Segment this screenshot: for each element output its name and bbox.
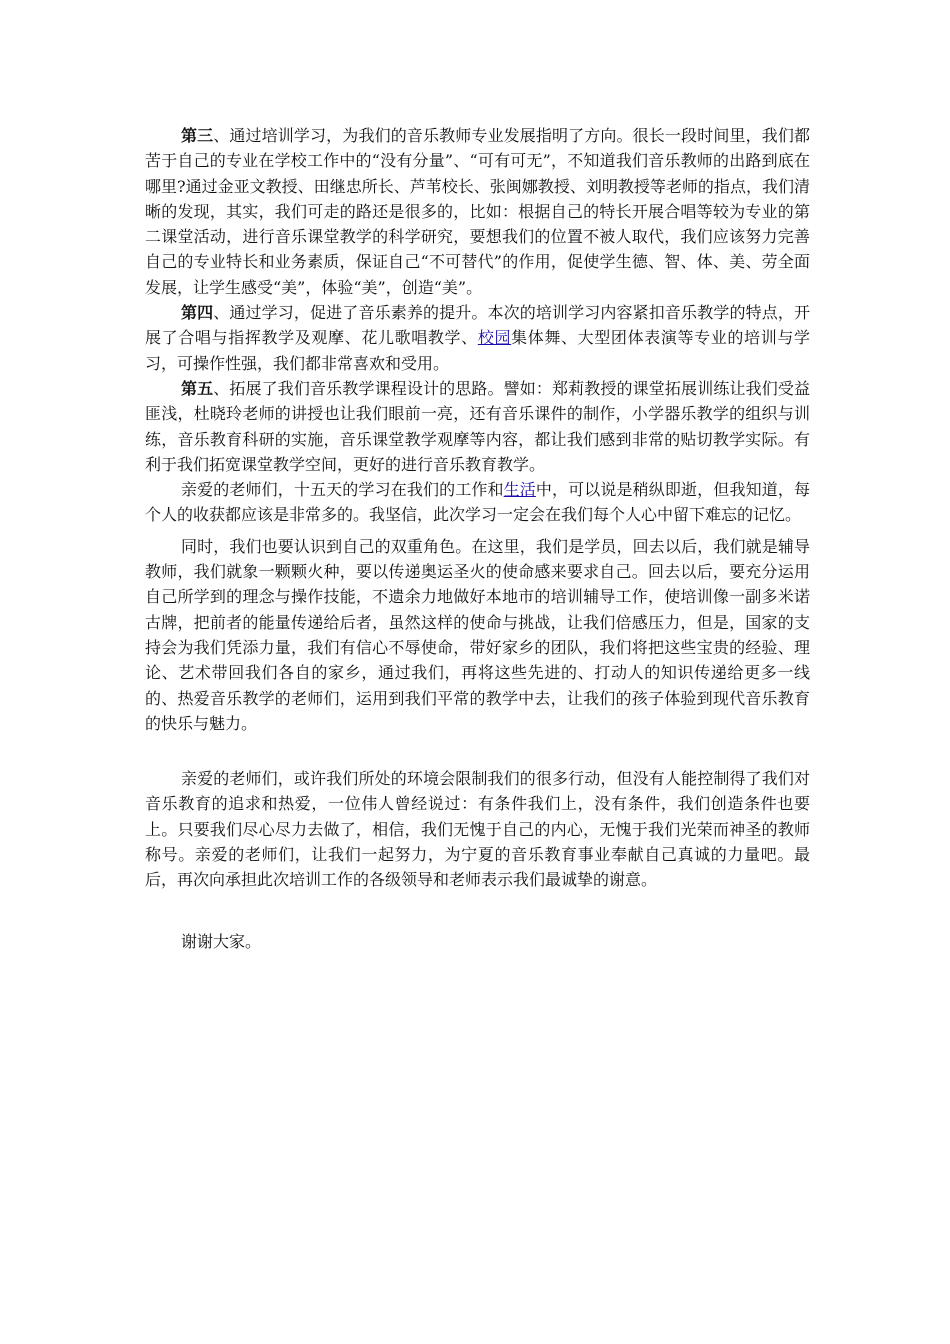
campus-link[interactable]: 校园 [477,328,512,348]
paragraph-lead-fourth: 第四 [181,303,214,323]
paragraph-text: 谢谢大家。 [181,931,262,951]
life-link[interactable]: 生活 [503,480,536,500]
paragraph-text: 中，可以说是稍纵即逝，但我知道，每个人的收获都应该是非常多的。我坚信，此次学习一定会在我们每个人心中留下难忘的记忆。 [145,480,810,525]
paragraph-fifth-point [145,376,810,477]
paragraph-text: 、通过培训学习，为我们的音乐教师专业发展指明了方向。很长一段时间里，我们都苦于自己的专业在学校工作中的“没有分量”、“可有可无”，不知道我们音乐教师的出路到底在哪里?通过金亚文教授、田继忠所长、芦苇校长、张闽娜教授、刘明教授等老师的指点，我们清晰的发现，其实，我们可走的路还是很多的，比如：根据自己的特长开展合唱等较为专业的第二课堂活动，进行音乐课堂教学的科学研究，要想我们的位置不被人取代，我们应该努力完善自己的专业特长和业务素质，保证自己“不可替代”的作用，促使学生德、智、体、美、劳全面发展，让学生感受“美”，体验“美”，创造“美”。 [145,126,810,297]
paragraph-closing [145,766,810,892]
paragraph-text: 、拓展了我们音乐教学课程设计的思路。譬如：郑莉教授的课堂拓展训练让我们受益匪浅，杜晓玲老师的讲授也让我们眼前一亮，还有音乐课件的制作，小学器乐教学的组织与训练，音乐教育科研的实施，音乐课堂教学观摩等内容，都让我们感到非常的贴切教学实际。有利于我们拓宽课堂教学空间，更好的进行音乐教育教学。 [145,378,810,474]
paragraph-text: 集体舞、大型团体表演等专业的培训与学习，可操作性强，我们都非常喜欢和受用。 [145,328,810,373]
paragraph-text: 亲爱的老师们，十五天的学习在我们的工作和 [181,480,504,500]
paragraph-text: 、通过学习，促进了音乐素养的提升。本次的培训学习内容紧扣音乐教学的特点，开展了合唱与指挥教学及观摩、花儿歌唱教学、 [145,303,810,348]
document-page [145,123,810,954]
paragraph-text: 亲爱的老师们，或许我们所处的环境会限制我们的很多行动，但没有人能控制得了我们对音乐教育的追求和热爱，一位伟人曾经说过：有条件我们上，没有条件，我们创造条件也要上。只要我们尽心尽力去做了，相信，我们无愧于自己的内心，无愧于我们光荣而神圣的教师称号。亲爱的老师们，让我们一起努力，为宁夏的音乐教育事业奉献自己真诚的力量吧。最后，再次向承担此次培训工作的各级领导和老师表示我们最诚挚的谢意。 [145,769,810,890]
paragraph-third-point [145,123,810,300]
paragraph-fourth-point [145,300,810,376]
paragraph-dual-role [145,534,810,736]
paragraph-dear-teachers [145,477,810,528]
paragraph-text: 同时，我们也要认识到自己的双重角色。在这里，我们是学员，回去以后，我们就是辅导教师，我们就象一颗颗火种，要以传递奥运圣火的使命感来要求自己。回去以后，要充分运用自己所学到的理念与操作技能，不遗余力地做好本地市的培训辅导工作，使培训像一副多米诺古牌，把前者的能量传递给后者，虽然这样的使命与挑战，让我们倍感压力，但是，国家的支持会为我们凭添力量，我们有信心不辱使命，带好家乡的团队，我们将把这些宝贵的经验、理论、艺术带回我们各自的家乡，通过我们，再将这些先进的、打动人的知识传递给更多一线的、热爱音乐教学的老师们，运用到我们平常的教学中去，让我们的孩子体验到现代音乐教育的快乐与魅力。 [145,536,810,733]
paragraph-lead-third: 第三 [181,126,214,145]
paragraph-thanks [145,929,810,954]
paragraph-lead-fifth: 第五 [181,378,214,398]
